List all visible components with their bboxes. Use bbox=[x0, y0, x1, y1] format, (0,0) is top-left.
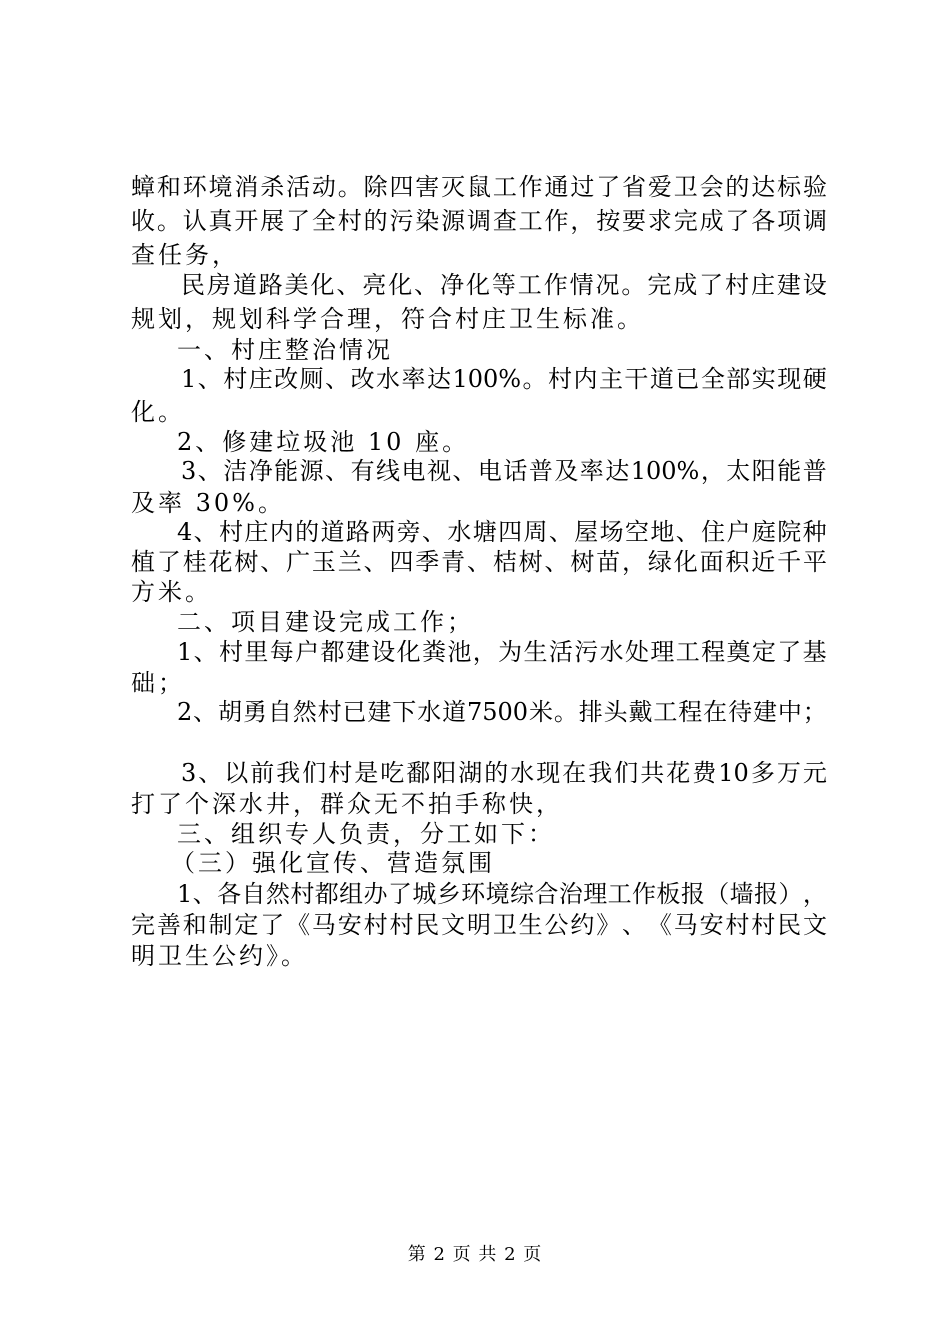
text-line: 完 善 和 制 定 了 《 马 安 村 村 民 文 明 卫 生 公 约 》 、 《 马 安 村 村 民 文 bbox=[131, 911, 827, 939]
text-line: 1 、 各 自 然 村 都 组 办 了 城 乡 环 境 综 合 治 理 工 作 板 报 （ 墙 报 ） ， bbox=[177, 880, 827, 908]
text-line: 规划，规划科学合理，符合村庄卫生标准。 bbox=[131, 305, 644, 333]
text-line: 2 、 胡 勇 自 然 村 已 建 下 水 道 7500 米 。 排 头 戴 工 程 在 待 建 中 ； bbox=[177, 698, 827, 726]
text-line: 3 、 以 前 我 们 村 是 吃 鄱 阳 湖 的 水 现 在 我 们 共 花 费 10 多 万 元 bbox=[181, 759, 827, 787]
text-line: 1 、 村 里 每 户 都 建 设 化 粪 池 ， 为 生 活 污 水 处 理 工 程 奠 定 了 基 bbox=[177, 638, 827, 666]
text-line: 2、修建垃圾池 10 座。 bbox=[177, 428, 470, 456]
text-line: 查任务， bbox=[131, 241, 239, 269]
text-line: 植 了 桂 花 树 、 广 玉 兰 、 四 季 青 、 桔 树 、 树 苗 ， 绿 化 面 积 近 千 平 bbox=[131, 548, 827, 576]
page-footer: 第 2 页 共 2 页 bbox=[407, 1244, 543, 1265]
text-line: 方米。 bbox=[131, 578, 212, 606]
text-line: 蟑 和 环 境 消 杀 活 动 。 除 四 害 灭 鼠 工 作 通 过 了 省 爱 卫 会 的 达 标 验 bbox=[131, 173, 827, 201]
text-line: 3 、 洁 净 能 源 、 有 线 电 视 、 电 话 普 及 率 达 100% ， 太 阳 能 普 bbox=[181, 457, 827, 485]
text-line: 及率 30%。 bbox=[131, 489, 285, 517]
text-line: 收 。 认 真 开 展 了 全 村 的 污 染 源 调 查 工 作 ， 按 要 求 完 成 了 各 项 调 bbox=[131, 207, 827, 235]
text-line: 打了个深水井，群众无不拍手称快， bbox=[131, 790, 563, 818]
text-line: 民 房 道 路 美 化 、 亮 化 、 净 化 等 工 作 情 况 。 完 成 了 村 庄 建 设 bbox=[181, 271, 827, 299]
text-line: 4 、 村 庄 内 的 道 路 两 旁 、 水 塘 四 周 、 屋 场 空 地 、 住 户 庭 院 种 bbox=[177, 518, 827, 546]
section-heading: 三、组织专人负责，分工如下： bbox=[177, 820, 555, 848]
text-line: 础； bbox=[131, 669, 185, 697]
text-line: 明卫生公约》。 bbox=[131, 942, 308, 970]
section-heading: 一、村庄整治情况 bbox=[177, 336, 393, 364]
section-heading: （三）强化宣传、营造氛围 bbox=[171, 849, 495, 877]
text-line: 1 、 村 庄 改 厕 、 改 水 率 达 100% 。 村 内 主 干 道 已 全 部 实 现 硬 bbox=[181, 365, 827, 393]
section-heading: 二、项目建设完成工作； bbox=[177, 608, 474, 636]
text-line: 化。 bbox=[131, 398, 185, 426]
